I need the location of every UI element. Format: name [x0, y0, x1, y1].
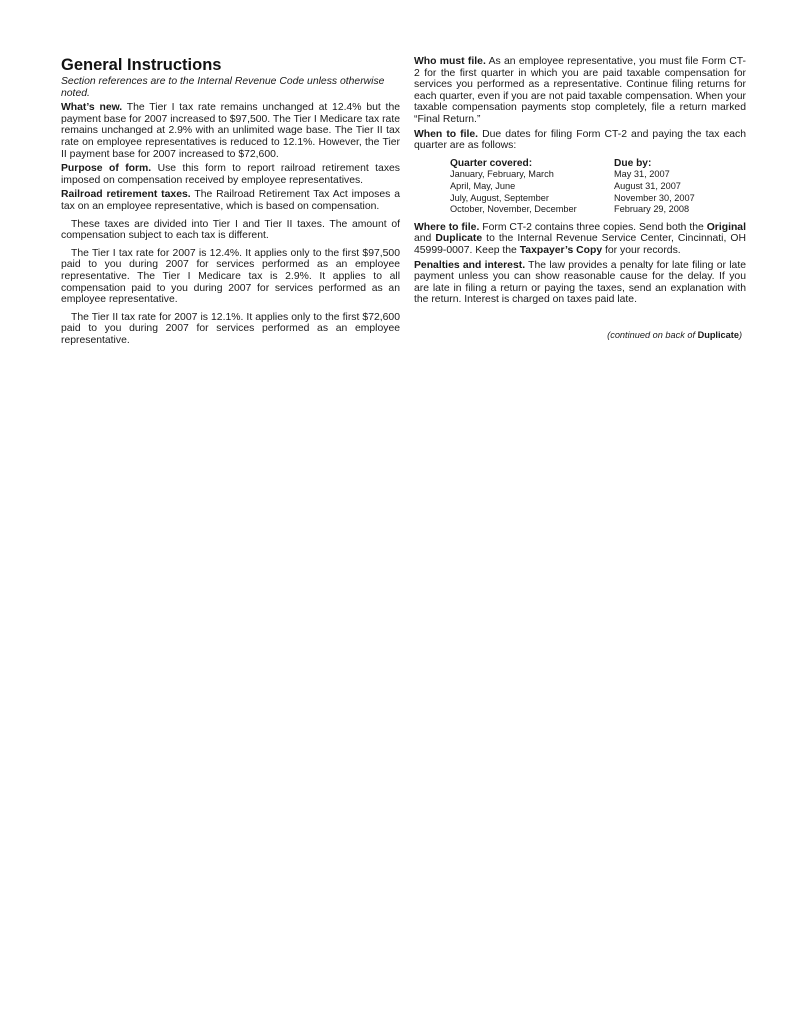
purpose-paragraph: [61, 163, 400, 186]
continued-prefix: (continued on back of: [607, 330, 698, 340]
penalties-heading: Penalties and interest.: [414, 259, 526, 271]
who-must-file-text: As an employee representative, you must file Form CT-2 for the first quarter in which you are paid taxable compensation for services you performed as a representative. Continue filing returns for each quarter, even if you are not paid taxable compensation. When your taxable compensation payments stop completely, file a return marked “Final Return.”: [414, 56, 747, 125]
where-to-file-text: and: [414, 233, 436, 245]
table-row: [450, 193, 695, 205]
whats-new-text: The Tier I tax rate remains unchanged at 12.4% but the payment base for 2007 increased to $97,500. The Tier I Medicare tax rate remains unchanged at 2.9% with an unlimited wage base. The Tier II tax rate on employee representatives is reduced to 12.1%. However, the Tier II payment base for 2007 increased to $72,600.: [61, 102, 400, 160]
due-date-cell: November 30, 2007: [614, 192, 695, 203]
tier1-rate-paragraph: The Tier I tax rate for 2007 is 12.4%. It applies only to the first $97,500 paid to you during 2007 for services performed as an employee representative. The Tier I Medicare tax is 2.9%. It applies to all compensation paid to you during 2007 for services performed as an employee representative.: [61, 247, 400, 306]
table-row: [450, 204, 695, 216]
where-to-file-text: Form CT-2 contains three copies. Send both the: [479, 221, 707, 233]
table-row: [450, 169, 695, 181]
continued-note: [607, 330, 742, 340]
due-date-cell: August 31, 2007: [614, 180, 681, 191]
purpose-text: Use this form to report railroad retirement taxes imposed on compensation received by employee representatives.: [61, 163, 400, 186]
when-to-file-text: Due dates for filing Form CT-2 and paying the tax each quarter are as follows:: [414, 128, 746, 152]
tier2-rate-paragraph: The Tier II tax rate for 2007 is 12.1%. It applies only to the first $72,600 paid to you during 2007 for services performed as an employee representative.: [61, 311, 400, 346]
quarter-cell: January, February, March: [450, 169, 554, 180]
who-must-file-paragraph: [414, 56, 746, 126]
whats-new-paragraph: [61, 102, 400, 160]
taxpayer-copy-label: Taxpayer’s Copy: [519, 244, 603, 256]
when-to-file-paragraph: [414, 129, 746, 152]
right-column: [414, 56, 746, 309]
where-to-file-heading: Where to file.: [414, 221, 480, 233]
penalties-text: The law provides a penalty for late filing or late payment unless you can show reasonable cause for the delay. If you are late in filing a return or paying the taxes, send an explanation with the return. Interest is charged on taxes paid late.: [414, 259, 747, 306]
penalties-paragraph: [414, 260, 746, 306]
railroad-taxes-paragraph: [61, 189, 400, 212]
continued-duplicate: Duplicate: [697, 330, 739, 340]
quarter-covered-header: Quarter covered:: [450, 157, 533, 169]
table-row: [450, 181, 695, 193]
due-by-header: Due by:: [614, 157, 652, 169]
due-date-cell: May 31, 2007: [614, 169, 670, 180]
quarter-cell: April, May, June: [450, 180, 516, 191]
section-title: General Instructions: [61, 56, 222, 74]
tiers-divided-paragraph: These taxes are divided into Tier I and Tier II taxes. The amount of compensation subject to each tax is different.: [61, 218, 400, 242]
quarter-cell: July, August, September: [450, 192, 549, 203]
left-column: [61, 56, 400, 349]
whats-new-heading: What’s new.: [61, 102, 123, 114]
due-dates-header-row: [450, 158, 695, 170]
where-to-file-text: to the Internal Revenue Service Center, Cincinnati, OH 45999-0007. Keep the: [414, 233, 746, 256]
due-date-cell: February 29, 2008: [614, 204, 690, 215]
where-to-file-text: for your records.: [602, 244, 681, 256]
when-to-file-heading: When to file.: [414, 128, 479, 140]
quarter-cell: October, November, December: [450, 204, 577, 215]
where-to-file-paragraph: [414, 222, 746, 257]
who-must-file-heading: Who must file.: [414, 56, 486, 67]
purpose-heading: Purpose of form.: [61, 163, 152, 175]
railroad-taxes-heading: Railroad retirement taxes.: [61, 189, 191, 201]
railroad-taxes-text: The Railroad Retirement Tax Act imposes a tax on an employee representative, which is based on compensation.: [61, 189, 400, 212]
due-dates-table: [450, 158, 695, 216]
continued-suffix: ): [738, 330, 742, 340]
duplicate-copy-label: Duplicate: [435, 233, 483, 245]
code-reference-note: Section references are to the Internal Revenue Code unless otherwise noted.: [61, 76, 385, 99]
original-copy-label: Original: [706, 221, 746, 233]
